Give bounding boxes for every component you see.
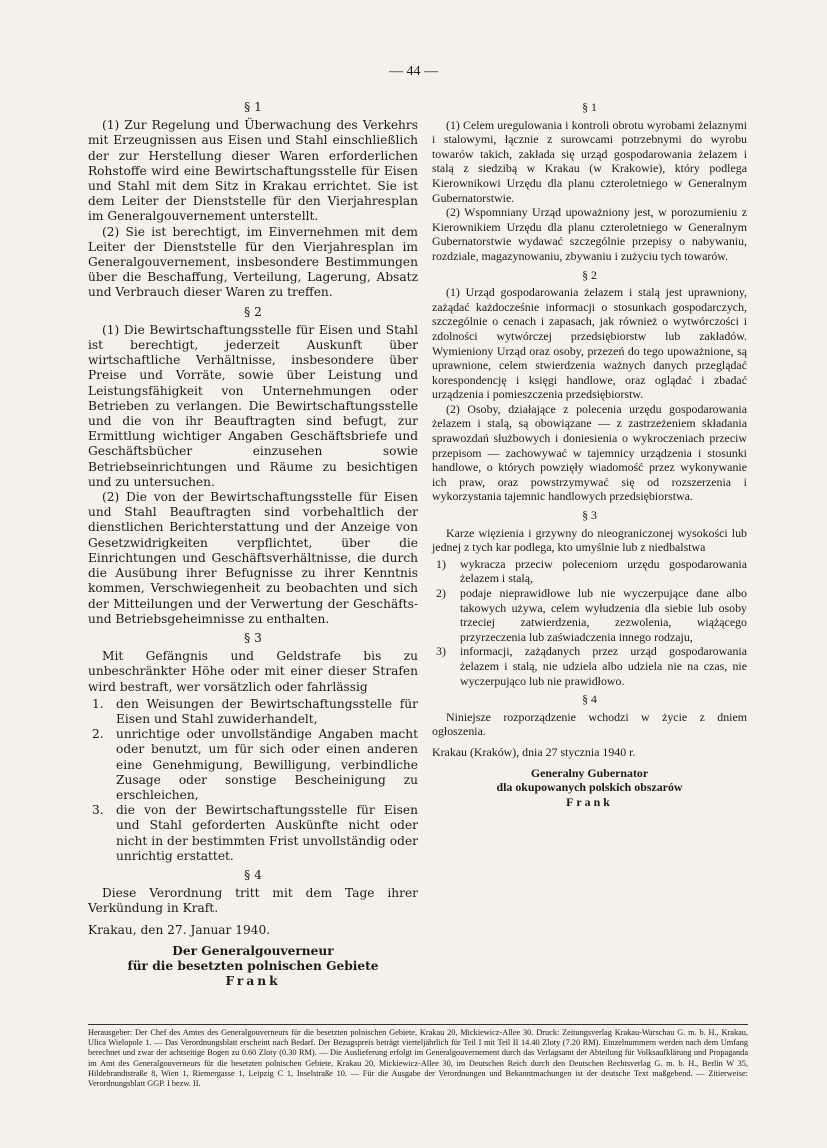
section-heading: § 1: [582, 100, 597, 114]
publisher-footer: Herausgeber: Der Chef des Amtes des Generalgouverneurs für die besetzten polnischen Gebiete, Krakau 20, Mickiewicz-Allee 30. Druck: Zeitungsverlag Krakau-Warschau G. m. b. H., Krakau, Ulica Wielopole 1. — Das Verordnungsblatt erscheint nach Bedarf. Der Bezugspreis beträgt vierteljährlich für Teil I mit Teil II 14.40 Zloty (7.20 RM). Einzelnummern werden nach dem Umfang berechnet und zwar der achtseitige Bogen zu 0.60 Zloty (0.30 RM). — Die Auslieferung erfolgt im Generalgouvernement durch das Verlagsamt der Abteilung für Volksaufklärung und Propaganda im Amt des Generalgouverneurs für die besetzten polnischen Gebiete, Krakau 20, Mickiewicz-Allee 30, im Deutschen Reich durch den Deutschen Rechtsverlag G. m. b. H., Berlin W 35, Hildebrandtstraße 8, Wien 1, Riemergasse 1, Leipzig C 1, Inselstraße 10. — Für die Ausgabe der Verordnungen und Bekanntmachungen ist der deutsche Text maßgebend. — Zitierweise: Verordnungsblatt GGP. I bezw. II.: [88, 1028, 748, 1089]
paragraph: (2) Die von der Bewirtschaftungsstelle für Eisen und Stahl Beauftragten sind vorbehaltlich der dienstlichen Berichterstattung und der Anzeige von Gesetzwidrigkeiten verpflichtet, über die Einrichtungen und Geschäftsverhältnisse, die durch die Ausübung ihrer Befugnisse zu ihrer Kenntnis kommen, Verschwiegenheit zu beobachten und sich der Mitteilungen und der Verwertung der Geschäfts- und Betriebsgeheimnisse zu enthalten.: [88, 490, 418, 626]
polish-column: [432, 96, 747, 809]
german-column: [88, 96, 418, 989]
footer-divider: [88, 1024, 748, 1025]
penalty-list: [88, 697, 418, 864]
list-text: podaje nieprawidłowe lub nie wyczerpujące dane albo takowych używa, celem wyłudzenia dla siebie lub osoby trzeciej zatwierdzenia, zezwolenia, wiążącego przyrzeczenia lub zaświadczenia innego rodzaju,: [460, 586, 747, 644]
list-number: 2.: [92, 727, 104, 742]
list-item: [88, 697, 418, 727]
list-item: [432, 644, 747, 688]
list-number: 1.: [92, 696, 104, 711]
place-date: Krakau, den 27. Januar 1940.: [88, 922, 271, 937]
signer-title: für die besetzten polnischen Gebiete: [127, 958, 379, 973]
list-text: informacji, zażądanych przez urząd gospodarowania żelazem i stalą, nie udziela albo udziela nie na czas, nie wyczerpująco lub nie prawidłowo.: [460, 644, 747, 688]
paragraph: (1) Zur Regelung und Überwachung des Verkehrs mit Erzeugnissen aus Eisen und Stahl einschließlich der zur Herstellung dieser Waren erforderlichen Rohstoffe wird eine Bewirtschaftungsstelle für Eisen und Stahl mit dem Sitz in Krakau errichtet. Sie ist dem Leiter der Dienststelle für den Vierjahresplan im Generalgouvernement unterstellt.: [88, 118, 418, 224]
paragraph: (2) Sie ist berechtigt, im Einvernehmen mit dem Leiter der Dienststelle für den Vierjahresplan im Generalgouvernement, insbesondere Bestimmungen über die Beschaffung, Verteilung, Lagerung, Absatz und Verbrauch dieser Waren zu treffen.: [88, 224, 418, 300]
signer-title: Der Generalgouverneur: [172, 943, 334, 958]
paragraph: (2) Osoby, działające z polecenia urzędu gospodarowania żelazem i stalą, są obowiązane — z zastrzeżeniem składania sprawozdań służbowych i doniesienia o wykroczeniach przeciw przepisom — zachowywać w tajemnicy urządzenia i stosunki handlowe, o których powzięły wiadomość przez wykonywanie ich praw, oraz powstrzymywać się od rozszerzenia i wykorzystania tajemnic handlowych przedsiębiorstwa.: [432, 401, 747, 504]
paragraph: (1) Celem uregulowania i kontroli obrotu wyrobami żelaznymi i stalowymi, łącznie z surowcami potrzebnymi do wyrobu towarów takich, zakłada się urząd gospodarowania żelazem i stalą z siedzibą w Krakau (w Krakowie), który podlega Kierownikowi Urzędu dla planu czteroletniego w Generalnym Gubernatorstwie.: [432, 117, 747, 205]
signer-title: Generalny Gubernator: [530, 765, 649, 780]
place-date: Krakau (Kraków), dnia 27 stycznia 1940 r.: [432, 744, 636, 759]
paragraph: Niniejsze rozporządzenie wchodzi w życie z dniem ogłoszenia.: [432, 709, 747, 739]
section-heading: § 1: [244, 100, 262, 114]
list-item: [88, 803, 418, 864]
signer-name: Frank: [566, 794, 613, 809]
list-text: die von der Bewirtschaftungsstelle für Eisen und Stahl geforderten Auskünfte nicht oder nicht in der bestimmten Frist unvollständig oder unrichtig erstattet.: [116, 803, 418, 863]
list-item: [432, 586, 747, 644]
section-heading: § 2: [244, 304, 262, 319]
list-number: 3): [436, 644, 446, 659]
section-heading: § 3: [582, 508, 597, 523]
list-number: 2): [436, 586, 446, 600]
list-text: unrichtige oder unvollständige Angaben macht oder benutzt, um für sich oder einen anderen eine Genehmigung, Bewilligung, verbindliche Zusage oder sonstige Bescheinigung zu erschleichen,: [116, 727, 418, 802]
section-heading: § 4: [582, 692, 597, 707]
section-heading: § 4: [244, 867, 262, 882]
paragraph: (1) Die Bewirtschaftungsstelle für Eisen und Stahl ist berechtigt, jederzeit Auskunft über wirtschaftliche Verhältnisse, insbesondere über Preise und Vorräte, sowie über Leistung und Leistungsfähigkeit von Unternehmungen oder Betrieben zu verlangen. Die Bewirtschaftungsstelle und die von ihr Beauftragten sind befugt, zur Ermittlung wichtiger Angaben Geschäftsbriefe und Geschäftsbücher einzusehen sowie Betriebseinrichtungen und Räume zu besichtigen und zu untersuchen.: [88, 322, 418, 489]
section-heading: § 2: [582, 267, 597, 282]
section-heading: § 3: [244, 630, 262, 645]
paragraph: Karze więzienia i grzywny do nieograniczonej wysokości lub jednej z tych kar podlega, kto umyślnie lub z niedbalstwa: [432, 525, 747, 555]
paragraph: Mit Gefängnis und Geldstrafe bis zu unbeschränkter Höhe oder mit einer dieser Strafen wird bestraft, wer vorsätzlich oder fahrlässig: [88, 649, 418, 694]
list-text: wykracza przeciw poleceniom urzędu gospodarowania żelazem i stalą,: [460, 556, 747, 586]
paragraph: (2) Wspomniany Urząd upoważniony jest, w porozumieniu z Kierownikiem Urzędu dla planu czteroletniego w Generalnym Gubernatorstwie wydawać szczególnie przepisy o nabywaniu, rozdziale, magazynowaniu, zbywaniu i zużyciu tych towarów.: [432, 205, 747, 263]
page-number: — 44 —: [389, 64, 438, 79]
list-text: den Weisungen der Bewirtschaftungsstelle für Eisen und Stahl zuwiderhandelt,: [116, 696, 418, 726]
signer-title: dla okupowanych polskich obszarów: [496, 780, 683, 795]
penalty-list: [432, 557, 747, 688]
paragraph: (1) Urząd gospodarowania żelazem i stalą jest uprawniony, zażądać każdocześnie informacji o stosunkach gospodarczych, szczególnie o cenach i zapasach, jak również o wytwórczości i zdolności wytwórczej przedsiębiorstw lub zakładów. Wymieniony Urząd oraz osoby, przezeń do tego upoważnione, są uprawnione, celem stwierdzenia ważnych danych przeglądać korespondencję i księgi handlowe, oraz oglądać i zbadać urządzenia i pomieszczenia przedsiębiorstw.: [432, 285, 747, 402]
list-number: 1): [436, 556, 446, 571]
paragraph: Diese Verordnung tritt mit dem Tage ihrer Verkündung in Kraft.: [88, 886, 418, 916]
signer-name: Frank: [225, 974, 281, 989]
list-item: [88, 727, 418, 803]
list-item: [432, 557, 747, 586]
list-number: 3.: [92, 803, 104, 818]
